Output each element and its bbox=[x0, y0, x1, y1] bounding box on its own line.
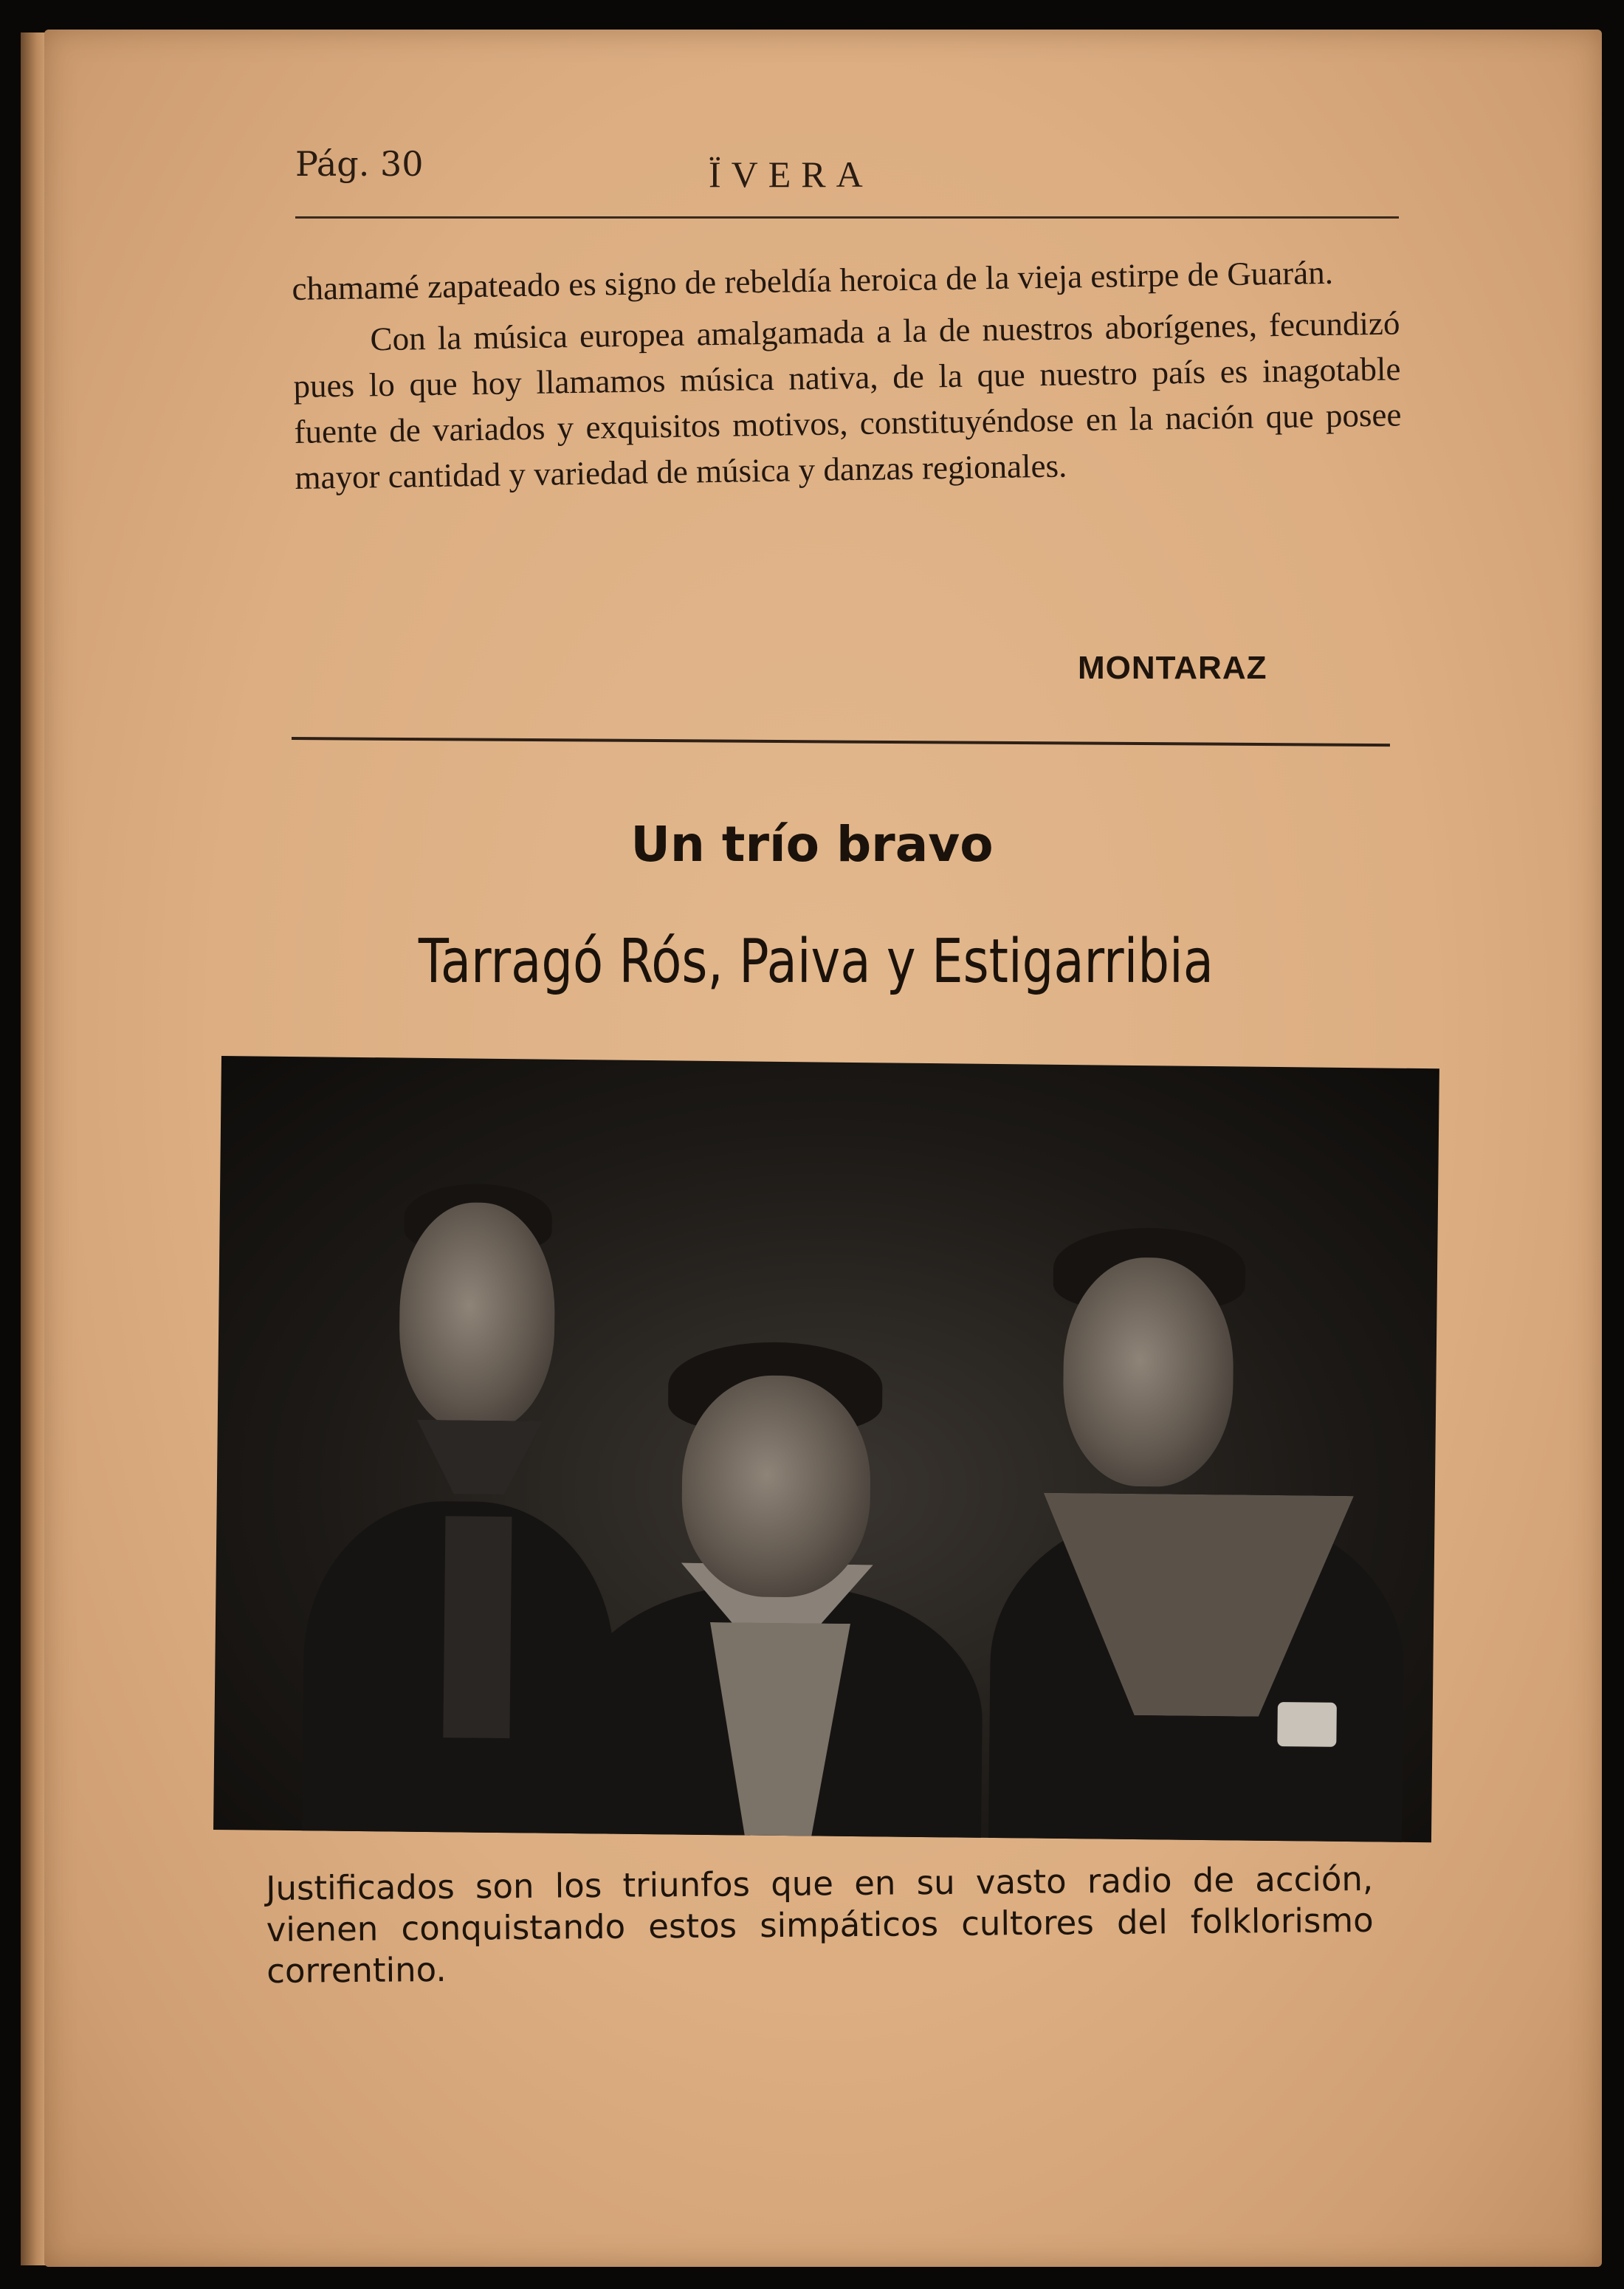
article-body bbox=[292, 248, 1403, 507]
book-spine-edge bbox=[21, 32, 47, 2265]
feature-subheadline: Tarragó Rós, Paiva y Estigarribia bbox=[418, 927, 1214, 997]
article-signature: MONTARAZ bbox=[1078, 650, 1267, 686]
header-rule bbox=[295, 216, 1399, 219]
article-paragraph: chamamé zapateado es signo de rebeldía heroica de la vieja estirpe de Guarán. bbox=[292, 253, 1334, 307]
article-paragraph: Con la música europea amalgamada a la de nuestros aborígenes, fecundizó pues lo que hoy llamamos música nativa, de la que nuestro país es inagotable fuente de variados y exquisitos motivos, constituyéndose en la nación que posee mayor cantidad y variedad de música y danzas regionales. bbox=[293, 304, 1402, 496]
photo-person-right bbox=[988, 1226, 1408, 1842]
feature-headline: Un trío bravo bbox=[630, 816, 994, 873]
page-number: Pág. 30 bbox=[295, 144, 424, 184]
page-header bbox=[295, 144, 1399, 225]
trio-photograph bbox=[213, 1056, 1439, 1842]
magazine-title: ÏVERA bbox=[709, 154, 873, 195]
photo-caption: Justificados son los triunfos que en su vasto radio de acción, vienen conquistando estos simpáticos cultores del folklorismo correntino. bbox=[266, 1859, 1374, 1991]
photo-person-center bbox=[568, 1340, 986, 1842]
